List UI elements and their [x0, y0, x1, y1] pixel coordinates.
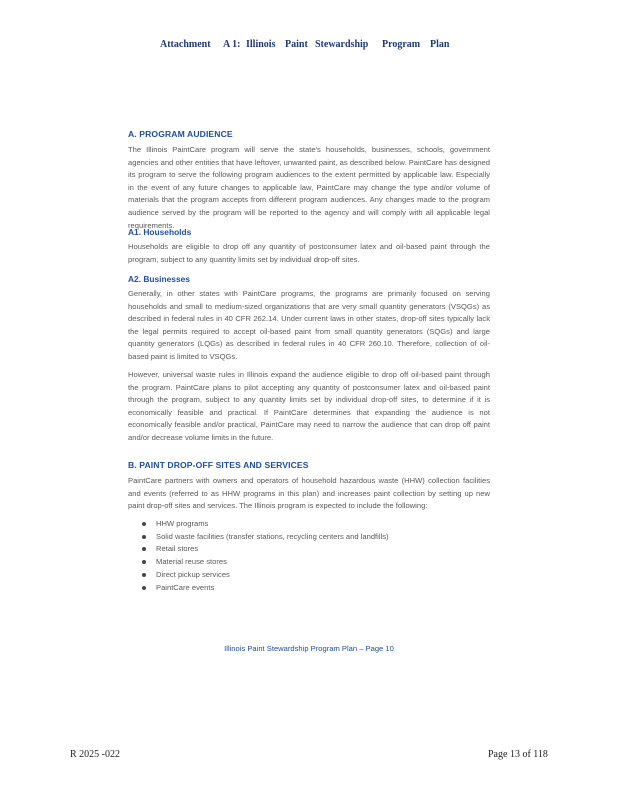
list-item-label: Material reuse stores: [156, 557, 227, 567]
drop-off-site-list: [142, 518, 389, 594]
list-item-label: Solid waste facilities (transfer stations, recycling centers and landfills): [156, 531, 389, 541]
header-word: Program: [382, 39, 421, 50]
bullet-icon: [142, 535, 146, 539]
header-word: Illinois: [246, 39, 276, 50]
list-item: [142, 582, 389, 595]
header-word: Attachment: [160, 39, 211, 50]
document-id: R 2025 -022: [70, 749, 120, 760]
bullet-icon: [142, 586, 146, 590]
header-word: Plan: [430, 39, 450, 50]
list-item: [142, 569, 389, 582]
list-item-label: Retail stores: [156, 544, 199, 554]
list-item-label: HHW programs: [156, 519, 209, 528]
section-b-heading: B. PAINT DROP-OFF SITES AND SERVICES: [128, 460, 309, 470]
list-item: [142, 518, 389, 531]
header-word: Stewardship: [315, 39, 369, 50]
section-a2-paragraph-1: Generally, in other states with PaintCare programs, the programs are primarily focused on serving households and small to medium-sized organizations that are very small quantity generators (VSQGs) as described in federal rules in 40 CFR 262.14. Under current laws in other states, drop-off sites typically lack the legal permits required to accept oil-based paint from small quantity generators (SQGs) and large quantity generators (LQGs) as described in federal rules in 40 CFR 260.10. Therefore, collection of oil-based paint is limited to VSQGs.: [128, 289, 490, 361]
header-word: Paint: [285, 39, 308, 50]
list-item-label: Direct pickup services: [156, 569, 230, 579]
list-item: [142, 556, 389, 569]
section-a1-paragraph: Households are eligible to drop off any quantity of postconsumer latex and oil-based paint through the program, subject to any quantity limits set by individual drop-off sites.: [128, 242, 490, 264]
plan-page-footer: Illinois Paint Stewardship Program Plan – Page 10: [224, 644, 394, 653]
section-a1-heading: A1. Households: [128, 227, 192, 237]
header-word: A 1:: [223, 39, 241, 50]
section-a2-paragraph-2: However, universal waste rules in Illinois expand the audience eligible to drop off oil-based paint through the program. PaintCare plans to pilot accepting any quantity of postconsumer latex and oil-based paint through the program, subject to any quantity limits set by individual drop-off sites, to determine if it is economically feasible and practical. If PaintCare determines that expanding the audience is not economically feasible and/or practical, PaintCare may need to narrow the audience that can drop off paint and/or decrease volume limits in the future.: [128, 370, 490, 442]
bullet-icon: [142, 547, 146, 551]
list-item-label: PaintCare events: [156, 582, 215, 592]
section-a2-heading: A2. Businesses: [128, 274, 190, 284]
list-item: [142, 543, 389, 556]
section-a-paragraph: The Illinois PaintCare program will serve the state's households, businesses, schools, government agencies and other entities that have leftover, unwanted paint, as described below. PaintCare has designed its program to serve the following program audiences to the extent permitted by applicable law. Especially in the event of any future changes to applicable law, PaintCare may change the type and/or volume of materials that the program accepts from different program audiences. Any changes made to the program audience served by the program will be reported to the agency and will comply with all applicable legal requirements.: [128, 145, 490, 230]
section-a-heading: A. PROGRAM AUDIENCE: [128, 129, 233, 139]
bullet-icon: [142, 522, 146, 526]
bullet-icon: [142, 560, 146, 564]
page-number: Page 13 of 118: [488, 749, 548, 760]
section-b-paragraph: PaintCare partners with owners and operators of household hazardous waste (HHW) collection facilities and events (referred to as HHW programs in this plan) and increases paint collection by setting up new paint drop-off sites and services. The Illinois program is expected to include the following:: [128, 476, 490, 511]
list-item: [142, 531, 389, 544]
bullet-icon: [142, 573, 146, 577]
